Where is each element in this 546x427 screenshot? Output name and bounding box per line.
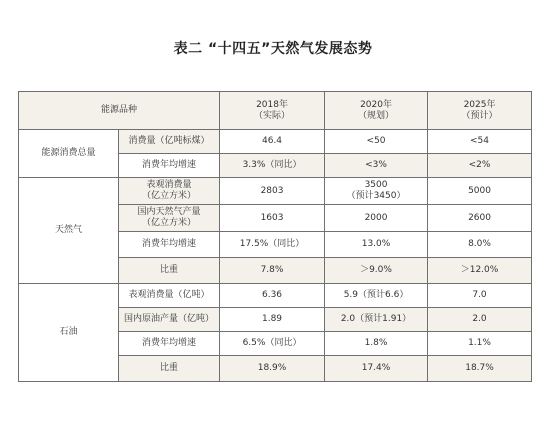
cell-2025: 7.0 bbox=[428, 284, 532, 308]
cell-2018: 46.4 bbox=[220, 130, 325, 154]
cell-2020: <50 bbox=[325, 130, 428, 154]
header-2018-note: （实际） bbox=[254, 110, 291, 121]
cell-2018: 3.3%（同比） bbox=[220, 154, 325, 178]
cell-2020: 5.9（预计6.6） bbox=[325, 284, 428, 308]
row-label: 消费量（亿吨标煤） bbox=[119, 130, 220, 154]
cell-2025: 1.1% bbox=[428, 332, 532, 356]
header-2025-year: 2025年 bbox=[463, 99, 496, 110]
cell-2018: 17.5%（同比） bbox=[220, 232, 325, 258]
row-label: 消费年均增速 bbox=[119, 332, 220, 356]
row-label bbox=[119, 205, 220, 232]
cell-2025: 2600 bbox=[428, 205, 532, 232]
header-2025 bbox=[428, 92, 532, 130]
table-row bbox=[19, 178, 532, 205]
cell-2025: 2.0 bbox=[428, 308, 532, 332]
cell-2025: <54 bbox=[428, 130, 532, 154]
table-title: 表二 “十四五”天然气发展态势 bbox=[173, 41, 373, 57]
group-oil: 石油 bbox=[19, 284, 119, 382]
cell-2020: 13.0% bbox=[325, 232, 428, 258]
cell-2020: 2.0（预计1.91） bbox=[325, 308, 428, 332]
cell-2020: 17.4% bbox=[325, 356, 428, 382]
cell-2020-text: 3500 （预计3450） bbox=[346, 180, 406, 201]
cell-2018: 6.5%（同比） bbox=[220, 332, 325, 356]
cell-2018: 7.8% bbox=[220, 258, 325, 284]
row-label: 比重 bbox=[119, 356, 220, 382]
cell-2018: 2803 bbox=[220, 178, 325, 205]
row-label: 表观消费量（亿吨） bbox=[119, 284, 220, 308]
cell-2020: <3% bbox=[325, 154, 428, 178]
row-label: 比重 bbox=[119, 258, 220, 284]
cell-2025: <2% bbox=[428, 154, 532, 178]
cell-2020: 2000 bbox=[325, 205, 428, 232]
energy-table bbox=[18, 91, 532, 382]
cell-2025: 5000 bbox=[428, 178, 532, 205]
cell-2025: 8.0% bbox=[428, 232, 532, 258]
cell-2025: 18.7% bbox=[428, 356, 532, 382]
cell-2018: 1.89 bbox=[220, 308, 325, 332]
cell-2020: ＞9.0% bbox=[325, 258, 428, 284]
header-row bbox=[19, 92, 532, 130]
row-label: 消费年均增速 bbox=[119, 154, 220, 178]
cell-2018: 18.9% bbox=[220, 356, 325, 382]
cell-2018: 6.36 bbox=[220, 284, 325, 308]
cell-2020 bbox=[325, 178, 428, 205]
header-2020 bbox=[325, 92, 428, 130]
cell-2025: ＞12.0% bbox=[428, 258, 532, 284]
header-2018-year: 2018年 bbox=[256, 99, 288, 110]
group-natural-gas: 天然气 bbox=[19, 178, 119, 284]
header-2020-year: 2020年 bbox=[360, 99, 392, 110]
row-label bbox=[119, 178, 220, 205]
table-row bbox=[19, 130, 532, 154]
table-row bbox=[19, 284, 532, 308]
header-2020-note: （规划） bbox=[358, 110, 395, 121]
cell-2018: 1603 bbox=[220, 205, 325, 232]
cell-2020: 1.8% bbox=[325, 332, 428, 356]
header-2025-note: （预计） bbox=[461, 110, 498, 121]
header-category: 能源品种 bbox=[19, 92, 220, 130]
row-label-text: 表观消费量 （亿立方米） bbox=[142, 180, 197, 201]
row-label-text: 国内天然气产量 （亿立方米） bbox=[137, 207, 201, 228]
row-label: 国内原油产量（亿吨） bbox=[119, 308, 220, 332]
header-2018 bbox=[220, 92, 325, 130]
group-total-energy: 能源消费总量 bbox=[19, 130, 119, 178]
row-label: 消费年均增速 bbox=[119, 232, 220, 258]
